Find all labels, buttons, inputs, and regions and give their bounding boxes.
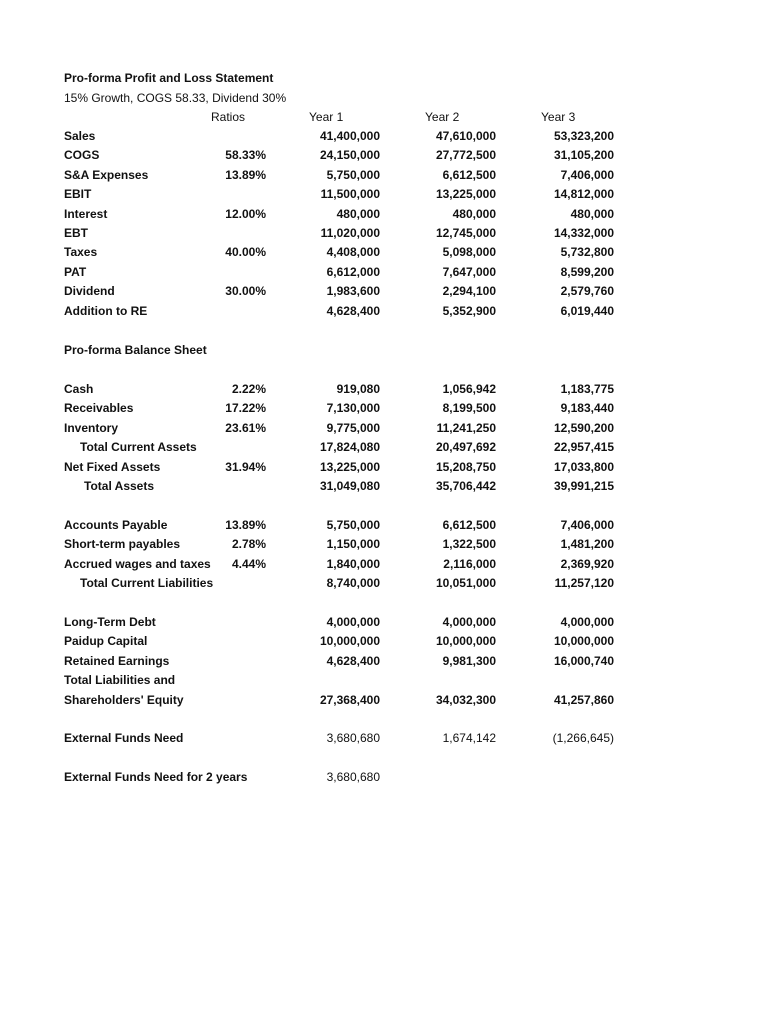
row-year2: 34,032,300 <box>435 693 496 707</box>
row-ratio <box>190 185 266 204</box>
row-label: Total Current Assets <box>80 440 197 454</box>
row-year2: 1,056,942 <box>442 382 496 396</box>
row-year3: 7,406,000 <box>560 168 614 182</box>
row-ratio <box>190 613 266 632</box>
row-ratio: 30.00% <box>225 284 266 298</box>
row-year1: 4,408,000 <box>326 245 380 259</box>
row-year3: 53,323,200 <box>553 129 614 143</box>
row-year1: 1,150,000 <box>326 537 380 551</box>
row-year1: 480,000 <box>336 207 380 221</box>
row-label: Shareholders' Equity <box>64 693 184 707</box>
row-year1: 8,740,000 <box>326 576 380 590</box>
row-year3: 1,481,200 <box>560 537 614 551</box>
row-year1: 11,500,000 <box>320 187 380 201</box>
efn-year3: (1,266,645) <box>552 731 614 745</box>
row-year3: 22,957,415 <box>553 440 614 454</box>
row-year2: 480,000 <box>452 207 496 221</box>
row-ratio: 23.61% <box>225 421 266 435</box>
row-year2: 5,098,000 <box>442 245 496 259</box>
row-year3: 480,000 <box>570 207 614 221</box>
row-year1 <box>290 671 380 690</box>
row-year3: 9,183,440 <box>560 401 614 415</box>
row-year2: 27,772,500 <box>435 148 496 162</box>
row-ratio: 12.00% <box>225 207 266 221</box>
row-ratio: 40.00% <box>225 245 266 259</box>
row-label: EBIT <box>64 187 92 201</box>
row-label: Addition to RE <box>64 304 148 318</box>
pl-title: Pro-forma Profit and Loss Statement <box>64 71 274 85</box>
row-year1: 7,130,000 <box>326 401 380 415</box>
row-year1: 10,000,000 <box>319 634 380 648</box>
efn-year1: 3,680,680 <box>326 731 380 745</box>
row-year2: 13,225,000 <box>435 187 496 201</box>
row-year3: 17,033,800 <box>553 460 614 474</box>
row-ratio <box>190 438 266 457</box>
row-label: Dividend <box>64 284 115 298</box>
row-ratio: 13.89% <box>225 168 266 182</box>
row-label: Total Assets <box>84 479 155 493</box>
row-year1: 31,049,080 <box>319 479 380 493</box>
row-ratio <box>190 652 266 671</box>
row-year2: 1,322,500 <box>442 537 496 551</box>
row-ratio: 31.94% <box>225 460 266 474</box>
row-label: PAT <box>64 265 87 279</box>
row-year2: 7,647,000 <box>442 265 496 279</box>
row-year2: 11,241,250 <box>436 421 496 435</box>
row-year3: 4,000,000 <box>560 615 614 629</box>
row-label: Short-term payables <box>64 537 181 551</box>
row-ratio: 2.22% <box>231 382 266 396</box>
row-year3: 6,019,440 <box>560 304 614 318</box>
row-year1: 4,000,000 <box>326 615 380 629</box>
row-ratio <box>190 691 266 710</box>
row-ratio <box>190 671 266 690</box>
row-year1: 5,750,000 <box>326 168 380 182</box>
row-year2: 5,352,900 <box>442 304 496 318</box>
row-year1: 4,628,400 <box>326 304 380 318</box>
row-year2: 8,199,500 <box>442 401 496 415</box>
row-year3: 41,257,860 <box>553 693 614 707</box>
row-ratio: 2.78% <box>231 537 266 551</box>
row-ratio <box>190 224 266 243</box>
row-year3: 2,369,920 <box>560 557 614 571</box>
row-label: Taxes <box>64 245 98 259</box>
row-ratio: 17.22% <box>225 401 266 415</box>
row-year3: 12,590,200 <box>553 421 614 435</box>
row-year2: 10,051,000 <box>435 576 496 590</box>
ratios-header: Ratios <box>210 110 245 124</box>
efn2-year1: 3,680,680 <box>326 770 380 784</box>
row-year3: 14,332,000 <box>553 226 614 240</box>
row-year2: 4,000,000 <box>442 615 496 629</box>
row-year2: 2,294,100 <box>442 284 496 298</box>
row-year3: 16,000,740 <box>553 654 614 668</box>
efn-year2: 1,674,142 <box>442 731 496 745</box>
row-year1: 5,750,000 <box>326 518 380 532</box>
efn2-label: External Funds Need for 2 years <box>64 770 248 784</box>
row-year3: 1,183,775 <box>560 382 614 396</box>
row-year1: 1,983,600 <box>326 284 380 298</box>
row-year2: 10,000,000 <box>435 634 496 648</box>
row-year3: 5,732,800 <box>560 245 614 259</box>
row-year2: 9,981,300 <box>442 654 496 668</box>
year3-header: Year 3 <box>541 110 576 124</box>
year2-header: Year 2 <box>425 110 460 124</box>
row-year1: 9,775,000 <box>326 421 380 435</box>
row-year3: 2,579,760 <box>560 284 614 298</box>
pl-subtitle: 15% Growth, COGS 58.33, Dividend 30% <box>64 91 287 105</box>
row-year1: 13,225,000 <box>319 460 380 474</box>
row-label: EBT <box>64 226 88 240</box>
row-year1: 24,150,000 <box>319 148 380 162</box>
row-year1: 919,080 <box>336 382 380 396</box>
row-year1: 6,612,000 <box>326 265 380 279</box>
row-year1: 11,020,000 <box>320 226 380 240</box>
row-year2: 2,116,000 <box>443 557 496 571</box>
row-year3: 14,812,000 <box>553 187 614 201</box>
row-ratio <box>190 574 266 593</box>
row-label: Sales <box>64 129 96 143</box>
row-label: Accrued wages and taxes <box>64 557 211 571</box>
row-year2: 6,612,500 <box>442 168 496 182</box>
row-year3 <box>522 671 614 690</box>
row-label: Total Liabilities and <box>64 673 176 687</box>
row-year2: 47,610,000 <box>435 129 496 143</box>
row-label: COGS <box>64 148 100 162</box>
row-year1: 4,628,400 <box>326 654 380 668</box>
row-year2: 20,497,692 <box>435 440 496 454</box>
row-ratio: 4.44% <box>231 557 266 571</box>
row-year2: 12,745,000 <box>435 226 496 240</box>
row-label: Receivables <box>64 401 134 415</box>
row-label: Accounts Payable <box>64 518 168 532</box>
row-year1: 17,824,080 <box>319 440 380 454</box>
row-label: Net Fixed Assets <box>64 460 161 474</box>
row-label: Interest <box>64 207 108 221</box>
efn-label: External Funds Need <box>64 731 184 745</box>
row-ratio <box>190 263 266 282</box>
year1-header: Year 1 <box>309 110 344 124</box>
row-label: S&A Expenses <box>64 168 149 182</box>
row-label: Long-Term Debt <box>64 615 156 629</box>
row-year2: 15,208,750 <box>435 460 496 474</box>
row-label: Retained Earnings <box>64 654 170 668</box>
row-year3: 10,000,000 <box>553 634 614 648</box>
row-ratio: 13.89% <box>225 518 266 532</box>
bs-title: Pro-forma Balance Sheet <box>64 343 207 357</box>
row-year1: 41,400,000 <box>319 129 380 143</box>
row-year3: 11,257,120 <box>554 576 614 590</box>
row-ratio <box>190 477 266 496</box>
row-year2: 6,612,500 <box>442 518 496 532</box>
row-year3: 39,991,215 <box>553 479 614 493</box>
row-year1: 1,840,000 <box>326 557 380 571</box>
row-label: Total Current Liabilities <box>80 576 214 590</box>
row-ratio <box>190 632 266 651</box>
row-year3: 7,406,000 <box>560 518 614 532</box>
row-label: Inventory <box>64 421 119 435</box>
row-year2 <box>406 671 496 690</box>
row-label: Cash <box>64 382 94 396</box>
row-ratio: 58.33% <box>225 148 266 162</box>
row-year2: 35,706,442 <box>435 479 496 493</box>
row-label: Paidup Capital <box>64 634 148 648</box>
row-ratio <box>190 302 266 321</box>
row-year3: 8,599,200 <box>560 265 614 279</box>
row-year3: 31,105,200 <box>553 148 614 162</box>
row-year1: 27,368,400 <box>319 693 380 707</box>
row-ratio <box>190 127 266 146</box>
